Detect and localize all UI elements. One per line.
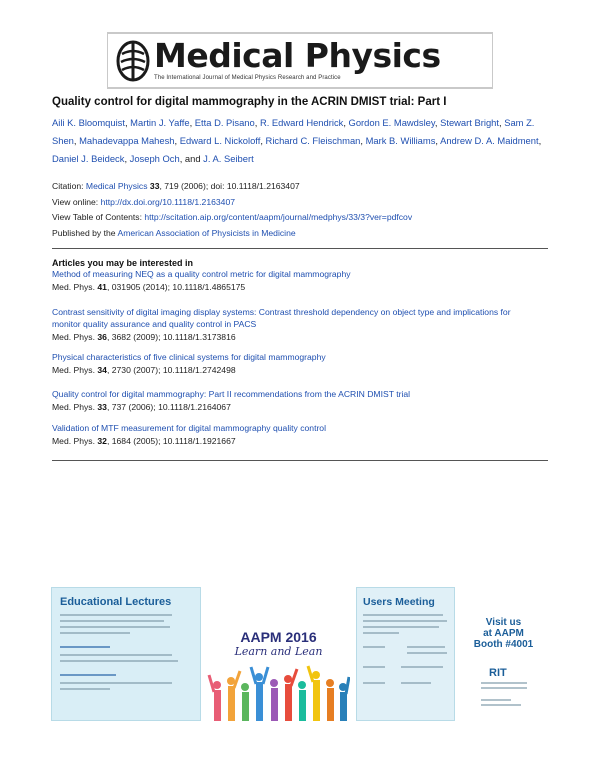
related-rest: , 2730 (2007); 10.1118/1.2742498 bbox=[106, 365, 236, 375]
view-online-link[interactable]: http://dx.doi.org/10.1118/1.2163407 bbox=[100, 197, 236, 207]
author-separator: , bbox=[174, 135, 180, 146]
related-journal: Med. Phys. bbox=[52, 436, 95, 446]
ad-text-line bbox=[60, 620, 164, 622]
ad-visit-line-2: at AAPM bbox=[483, 628, 524, 639]
ad-text-line bbox=[363, 620, 447, 622]
related-journal: Med. Phys. bbox=[52, 332, 95, 342]
article-title: Quality control for digital mammography in the ACRIN DMIST trial: Part I bbox=[52, 96, 447, 108]
ad-text-line bbox=[481, 699, 511, 701]
related-rest: , 1684 (2005); 10.1118/1.1921667 bbox=[106, 436, 236, 446]
rit-logo: RIT bbox=[489, 667, 507, 679]
published-label: Published by the bbox=[52, 228, 116, 238]
author-link[interactable]: Sam Z. Shen bbox=[52, 117, 535, 146]
view-online-label: View online: bbox=[52, 197, 99, 207]
related-journal: Med. Phys. bbox=[52, 282, 95, 292]
related-item-title-1[interactable]: Method of measuring NEQ as a quality control metric for digital mammography bbox=[52, 269, 351, 279]
author-separator: , bbox=[254, 117, 260, 128]
related-rest: , 737 (2006); 10.1118/1.2164067 bbox=[106, 402, 231, 412]
citation-volume: 33 bbox=[149, 181, 160, 191]
related-rest: , 3682 (2009); 10.1118/1.3173816 bbox=[106, 332, 236, 342]
view-toc-label: View Table of Contents: bbox=[52, 212, 142, 222]
author-separator: , bbox=[260, 135, 266, 146]
author-separator: , bbox=[498, 117, 505, 128]
related-item-title-4[interactable]: Quality control for digital mammography: Part II recommendations from the ACRIN DMIST trial bbox=[52, 389, 411, 399]
related-item-cite-5 bbox=[52, 436, 236, 446]
ad-visit-text bbox=[457, 617, 550, 650]
ad-text-line bbox=[481, 704, 521, 706]
ad-text-line bbox=[401, 666, 443, 668]
view-online-line bbox=[52, 197, 235, 207]
ad-text-line bbox=[363, 614, 443, 616]
author-link[interactable]: R. Edward Hendrick bbox=[259, 117, 344, 128]
ad-text-line bbox=[60, 626, 170, 628]
crowd-figures-icon bbox=[207, 663, 350, 721]
author-separator: , bbox=[434, 117, 441, 128]
ad-text-line bbox=[60, 654, 172, 656]
author-separator: , bbox=[538, 135, 542, 146]
author-separator: , bbox=[343, 117, 349, 128]
ad-right-heading: Users Meeting bbox=[363, 596, 435, 608]
author-separator: , bbox=[73, 135, 80, 146]
ad-text-line bbox=[363, 646, 385, 648]
ad-text-line bbox=[407, 646, 445, 648]
related-volume: 41 bbox=[97, 282, 107, 292]
author-separator: , bbox=[124, 117, 131, 128]
ad-text-line bbox=[401, 682, 431, 684]
divider-top bbox=[52, 248, 548, 249]
ad-aapm-2016-panel bbox=[203, 587, 354, 721]
related-articles-heading: Articles you may be interested in bbox=[52, 258, 194, 268]
related-item-title-3[interactable]: Physical characteristics of five clinical systems for digital mammography bbox=[52, 352, 326, 362]
ad-text-line bbox=[363, 666, 385, 668]
ad-text-line bbox=[363, 682, 385, 684]
author-link[interactable]: Etta D. Pisano bbox=[194, 117, 255, 128]
author-link[interactable]: Gordon E. Mawdsley bbox=[348, 117, 435, 128]
author-link[interactable]: Joseph Och bbox=[129, 153, 180, 164]
author-link[interactable]: Edward L. Nickoloff bbox=[179, 135, 261, 146]
ad-left-heading: Educational Lectures bbox=[60, 596, 172, 608]
author-list bbox=[52, 114, 552, 168]
ad-text-line bbox=[481, 682, 527, 684]
ad-text-line bbox=[60, 632, 130, 634]
ad-users-meeting-panel bbox=[356, 587, 455, 721]
author-separator: , bbox=[189, 117, 195, 128]
author-link[interactable]: Martin J. Yaffe bbox=[130, 117, 190, 128]
related-journal: Med. Phys. bbox=[52, 402, 95, 412]
ad-educational-lectures-panel bbox=[51, 587, 201, 721]
author-link[interactable]: J. A. Seibert bbox=[203, 153, 254, 164]
author-separator: , and bbox=[179, 153, 204, 164]
related-rest: , 031905 (2014); 10.1118/1.4865175 bbox=[106, 282, 246, 292]
related-volume: 32 bbox=[97, 436, 107, 446]
author-link[interactable]: Andrew D. A. Maidment bbox=[440, 135, 539, 146]
ad-text-line bbox=[363, 626, 439, 628]
view-toc-link[interactable]: http://scitation.aip.org/content/aapm/journal/medphys/33/3?ver=pdfcov bbox=[144, 212, 413, 222]
author-separator: , bbox=[124, 153, 130, 164]
related-item-cite-4 bbox=[52, 402, 231, 412]
ad-visit-booth-panel bbox=[457, 587, 550, 721]
ad-text-line bbox=[60, 674, 116, 676]
ad-text-line bbox=[60, 614, 172, 616]
citation-label: Citation: bbox=[52, 181, 84, 191]
ad-mid-subtitle: Learn and Lean bbox=[234, 645, 323, 658]
author-link[interactable]: Aili K. Bloomquist bbox=[52, 117, 125, 128]
related-item-cite-2 bbox=[52, 332, 236, 342]
related-item-cite-3 bbox=[52, 365, 236, 375]
citation-line bbox=[52, 181, 300, 191]
journal-logo-banner bbox=[107, 32, 493, 89]
published-line bbox=[52, 228, 296, 238]
author-separator: , bbox=[435, 135, 441, 146]
author-link[interactable]: Richard C. Fleischman bbox=[265, 135, 361, 146]
journal-name: Medical Physics bbox=[154, 36, 441, 75]
ad-text-line bbox=[60, 660, 178, 662]
ad-text-line bbox=[60, 688, 110, 690]
medical-physics-emblem-icon bbox=[116, 40, 150, 82]
divider-bottom bbox=[52, 460, 548, 461]
related-volume: 34 bbox=[97, 365, 107, 375]
ad-text-line bbox=[60, 646, 110, 648]
ad-text-line bbox=[363, 632, 399, 634]
citation-journal-link[interactable]: Medical Physics bbox=[85, 181, 148, 191]
author-link[interactable]: Stewart Bright bbox=[440, 117, 499, 128]
related-item-title-5[interactable]: Validation of MTF measurement for digital mammography quality control bbox=[52, 423, 327, 433]
author-link[interactable]: Mahadevappa Mahesh bbox=[79, 135, 175, 146]
view-toc-line bbox=[52, 212, 412, 222]
author-separator: , bbox=[360, 135, 366, 146]
ad-text-line bbox=[407, 652, 447, 654]
ad-mid-title: AAPM 2016 bbox=[240, 629, 317, 645]
related-volume: 36 bbox=[97, 332, 107, 342]
author-link[interactable]: Mark B. Williams bbox=[365, 135, 436, 146]
ad-text-line bbox=[481, 687, 527, 689]
related-journal: Med. Phys. bbox=[52, 365, 95, 375]
ad-visit-line-3: Booth #4001 bbox=[473, 639, 534, 650]
related-item-cite-1 bbox=[52, 282, 245, 292]
publisher-link[interactable]: American Association of Physicists in Medicine bbox=[117, 228, 296, 238]
citation-rest: , 719 (2006); doi: 10.1118/1.2163407 bbox=[159, 181, 300, 191]
related-item-title-2[interactable]: Contrast sensitivity of digital imaging display systems: Contrast threshold dependency on object type and implications for monitor quality assurance and quality control in PACS bbox=[52, 307, 511, 329]
related-volume: 33 bbox=[97, 402, 107, 412]
aapm-advertisement[interactable] bbox=[51, 587, 550, 721]
journal-tagline: The International Journal of Medical Physics Research and Practice bbox=[154, 75, 341, 81]
ad-text-line bbox=[60, 682, 172, 684]
author-link[interactable]: Daniel J. Beideck bbox=[52, 153, 125, 164]
ad-visit-line-1: Visit us bbox=[485, 617, 522, 628]
